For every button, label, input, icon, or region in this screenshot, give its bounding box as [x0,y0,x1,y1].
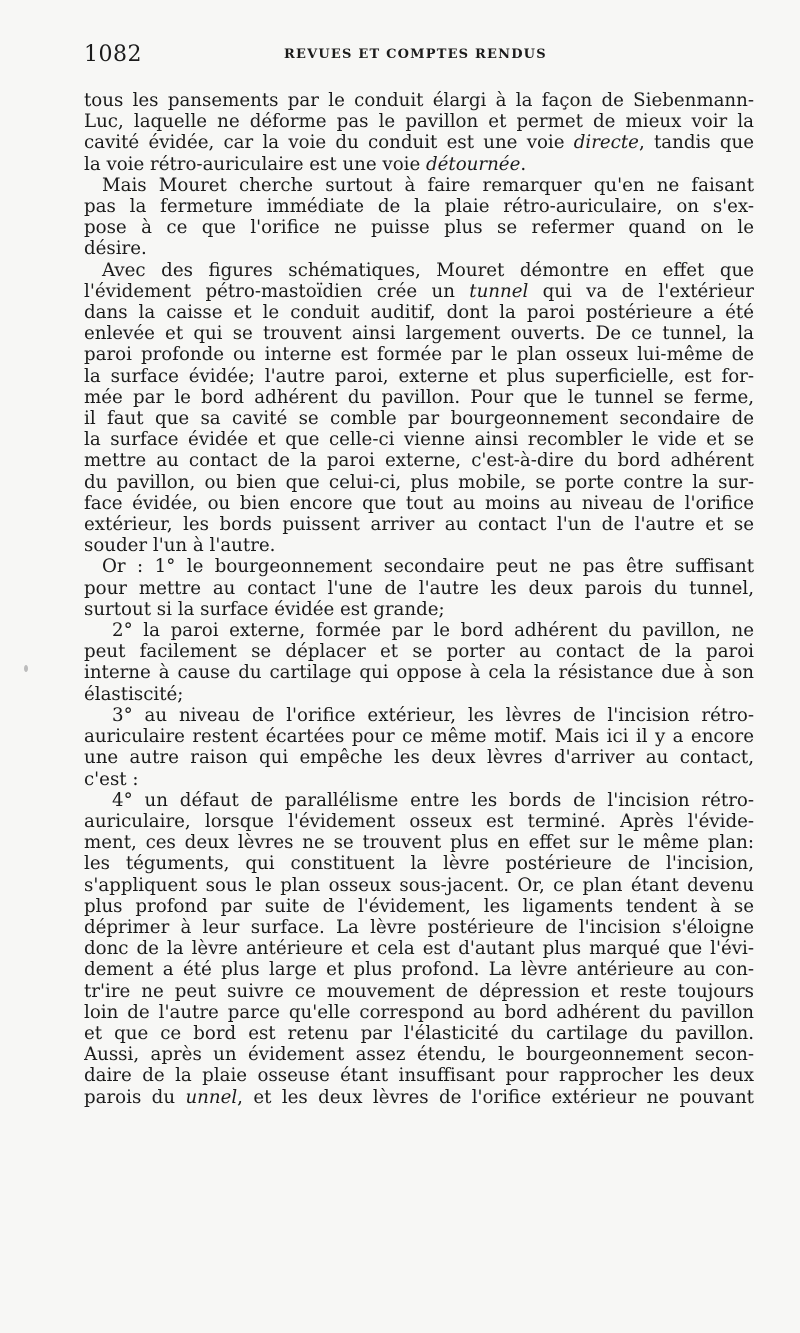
text-line: pas la fermeture immédiate de la plaie rétro-auriculaire, on s'ex- [84,196,754,218]
text-line: il faut que sa cavité se comble par bourgeonnement secondaire de [84,408,754,430]
text-line: mée par le bord adhérent du pavillon. Pour que le tunnel se ferme, [84,386,754,408]
text-line: élastiscité; [84,683,184,705]
text-line: Or : 1° le bourgeonnement secondaire peut ne pas être suffisant [102,556,754,578]
text-line: 3° au niveau de l'orifice extérieur, les lèvres de l'incision rétro- [112,704,754,726]
text-line: l'évidement pétro-mastoïdien crée un tunnel qui va de l'extérieur [84,280,754,302]
text-line: 2° la paroi externe, formée par le bord adhérent du pavillon, ne [112,620,754,642]
text-line: une autre raison qui empêche les deux lèvres d'arriver au contact, [84,747,754,769]
text-line: parois du unnel, et les deux lèvres de l'orifice extérieur ne pouvant [84,1086,754,1108]
text-line: enlevée et qui se trouvent ainsi largement ouverts. De ce tunnel, la [84,323,754,345]
text-line: souder l'un à l'autre. [84,535,276,557]
text-line: peut facilement se déplacer et se porter au contact de la paroi [84,641,754,663]
text-line: surtout si la surface évidée est grande; [84,598,445,620]
text-line: interne à cause du cartilage qui oppose à cela la résistance due à son [84,662,754,684]
text-line: pose à ce que l'orifice ne puisse plus se refermer quand on le [84,217,754,239]
page-number: 1082 [84,42,142,67]
text-line: paroi profonde ou interne est formée par le plan osseux lui-même de [84,344,754,366]
text-line: donc de la lèvre antérieure et cela est d'autant plus marqué que l'évi- [84,938,754,960]
text-line: cavité évidée, car la voie du conduit est une voie directe, tandis que [84,132,754,154]
text-line: auriculaire restent écartées pour ce même motif. Mais ici il y a encore [84,726,754,748]
text-line: c'est : [84,768,139,790]
running-head: REVUES ET COMPTES RENDUS [284,47,547,62]
text-line: pour mettre au contact l'une de l'autre les deux parois du tunnel, [84,577,754,599]
text-line: désire. [84,238,147,260]
text-line: mettre au contact de la paroi externe, c'est-à-dire du bord adhérent [84,450,754,472]
text-line: déprimer à leur surface. La lèvre postérieure de l'incision s'éloigne [84,916,754,938]
text-line: Mais Mouret cherche surtout à faire remarquer qu'en ne faisant [102,174,754,196]
body-text [84,90,754,1315]
text-line: Aussi, après un évidement assez étendu, le bourgeonnement secon- [84,1044,754,1066]
text-line: loin de l'autre parce qu'elle correspond au bord adhérent du pavillon [84,1001,754,1023]
ink-smudge [24,665,28,672]
text-line: ment, ces deux lèvres ne se trouvent plus en effet sur le même plan: [84,832,754,854]
text-line: et que ce bord est retenu par l'élasticité du cartilage du pavillon. [84,1022,754,1044]
text-line: Avec des figures schématiques, Mouret démontre en effet que [102,259,754,281]
text-line: du pavillon, ou bien que celui-ci, plus mobile, se porte contre la sur- [84,471,754,493]
text-line: daire de la plaie osseuse étant insuffisant pour rapprocher les deux [84,1065,754,1087]
text-line: auriculaire, lorsque l'évidement osseux est terminé. Après l'évide- [84,810,754,832]
text-line: la voie rétro-auriculaire est une voie détournée. [84,153,527,175]
text-line: extérieur, les bords puissent arriver au contact l'un de l'autre et se [84,514,754,536]
text-line: dement a été plus large et plus profond. La lèvre antérieure au con- [84,959,754,981]
text-line: Luc, laquelle ne déforme pas le pavillon et permet de mieux voir la [84,111,754,133]
page-header [84,42,764,76]
text-line: 4° un défaut de parallélisme entre les bords de l'incision rétro- [112,789,754,811]
text-line: s'appliquent sous le plan osseux sous-jacent. Or, ce plan étant devenu [84,874,754,896]
text-line: face évidée, ou bien encore que tout au moins au niveau de l'orifice [84,492,754,514]
text-line: tr'ire ne peut suivre ce mouvement de dépression et reste toujours [84,980,754,1002]
text-line: les téguments, qui constituent la lèvre postérieure de l'incision, [84,853,754,875]
text-line: la surface évidée et que celle-ci vienne ainsi recombler le vide et se [84,429,754,451]
text-line: plus profond par suite de l'évidement, les ligaments tendent à se [84,895,754,917]
text-line: dans la caisse et le conduit auditif, dont la paroi postérieure a été [84,302,754,324]
text-line: tous les pansements par le conduit élargi à la façon de Siebenmann- [84,90,754,111]
text-line: la surface évidée; l'autre paroi, externe et plus superficielle, est for- [84,365,754,387]
